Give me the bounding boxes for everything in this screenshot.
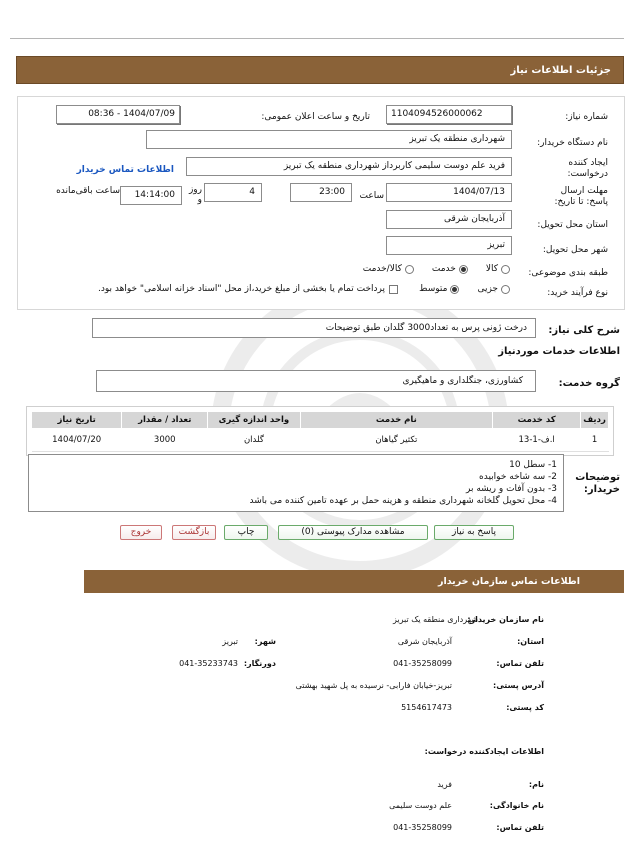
category-both-label: کالا/خدمت [362, 264, 402, 274]
service-group-label: گروه خدمت: [558, 378, 620, 389]
process-medium-radio[interactable] [450, 285, 459, 294]
back-button[interactable]: بازگشت [172, 525, 216, 540]
treasury-payment-checkbox[interactable] [389, 285, 398, 294]
col-code: کد خدمت [493, 412, 581, 429]
announce-label: تاریخ و ساعت اعلان عمومی: [261, 112, 370, 122]
process-label: نوع فرآیند خرید: [547, 288, 608, 298]
creator-name-label: نام: [528, 780, 544, 789]
creator-label: ایجاد کننده درخواست: [567, 158, 608, 179]
process-partial-label: جزیی [477, 284, 498, 294]
col-service-name: نام خدمت [300, 412, 492, 429]
contact-phone: 041-35258099 [393, 659, 452, 668]
col-row: ردیف [581, 412, 609, 429]
announce-value: 1404/07/09 - 08:36 [88, 109, 175, 119]
category-options [363, 264, 510, 274]
contact-address: تبریز-خیابان فارابی- نرسیده به پل شهید بهشتی [295, 681, 452, 690]
deadline-label: مهلت ارسال پاسخ: تا تاریخ: [554, 186, 608, 207]
exit-button[interactable]: خروج [120, 525, 162, 540]
treasury-payment [98, 284, 398, 294]
row-code: ا.ف-1-13 [493, 429, 581, 452]
print-button[interactable]: چاپ [224, 525, 268, 540]
buyer-note-line: 4- محل تحویل گلخانه شهرداری منطقه و هزینه حمل بر عهده تامین کننده می باشد [249, 496, 557, 506]
province-label: استان محل تحویل: [537, 220, 608, 230]
creator-name: فرید [437, 780, 452, 789]
contact-fax-label: دورنگار: [243, 659, 276, 668]
items-table [31, 411, 609, 452]
process-partial-radio[interactable] [501, 285, 510, 294]
days-label: روز و [188, 185, 202, 205]
reply-button[interactable]: پاسخ به نیاز [434, 525, 514, 540]
creator-info-title: اطلاعات ایجادکننده درخواست: [424, 747, 544, 756]
buyer-contact-link[interactable]: اطلاعات تماس خریدار [76, 165, 174, 175]
table-row [32, 429, 609, 452]
province-field: آذربایجان شرقی [386, 210, 512, 229]
buyer-note-line: 3- بدون آفات و ریشه بر [465, 484, 557, 494]
deadline-date-field: 1404/07/13 [386, 183, 512, 202]
days-remaining-field: 4 [204, 183, 262, 202]
items-table-header [32, 412, 609, 429]
creator-family: علم دوست سلیمی [389, 801, 452, 810]
contact-address-label: آدرس پستی: [493, 681, 544, 690]
buyer-note-line: 2- سه شاخه خوابیده [479, 472, 557, 482]
category-goods-option[interactable] [486, 264, 510, 274]
treasury-payment-text: پرداخت تمام یا بخشی از مبلغ خرید،از محل "اسناد خزانه اسلامی" خواهد بود. [97, 284, 385, 294]
creator-family-label: نام خانوادگی: [489, 801, 544, 810]
contact-postal: 5154617473 [401, 703, 452, 712]
contact-city: تبریز [222, 637, 238, 646]
creator-phone-label: تلفن تماس: [496, 823, 544, 832]
services-title: اطلاعات خدمات موردنیاز [498, 346, 620, 357]
contact-province: آذربایجان شرقی [397, 637, 452, 646]
row-unit: گلدان [208, 429, 300, 452]
deadline-time-field: 23:00 [290, 183, 352, 202]
contact-city-label: شهر: [254, 637, 276, 646]
summary-field: درخت ژونی پرس به تعداد3000 گلدان طبق توضیحات [92, 318, 536, 338]
process-medium-label: متوسط [419, 284, 448, 294]
deadline-time-label: ساعت [359, 191, 384, 201]
page-title: جزئیات اطلاعات نیاز [510, 65, 611, 76]
buyer-notes-box [28, 454, 564, 512]
need-number-label: شماره نیاز: [565, 112, 608, 122]
process-medium-option[interactable] [419, 284, 459, 294]
category-service-label: خدمت [431, 264, 456, 274]
creator-phone: 041-35258099 [393, 823, 452, 832]
category-goods-label: کالا [485, 264, 498, 274]
buyer-notes-label: توضیحات خریدار: [575, 472, 620, 495]
col-quantity: تعداد / مقدار [122, 412, 208, 429]
page-header [16, 56, 624, 84]
attachments-button[interactable]: مشاهده مدارک پیوستی (0) [278, 525, 428, 540]
category-service-option[interactable] [432, 264, 468, 274]
contact-phone-label: تلفن تماس: [496, 659, 544, 668]
buyer-org-label: نام دستگاه خریدار: [537, 138, 608, 148]
city-field: تبریز [386, 236, 512, 255]
items-table-wrap [26, 406, 614, 456]
row-need-date: 1404/07/20 [32, 429, 122, 452]
contact-org-label: نام سازمان خریدار: [467, 615, 544, 624]
city-label: شهر محل تحویل: [542, 245, 608, 255]
contact-province-label: استان: [517, 637, 544, 646]
contact-org: شهرداری منطقه یک تبریز [392, 615, 478, 624]
category-label: طبقه بندی موضوعی: [528, 268, 608, 278]
row-number: 1 [581, 429, 609, 452]
category-service-radio[interactable] [459, 265, 468, 274]
remaining-label: ساعت باقی‌مانده [56, 186, 120, 196]
row-quantity: 3000 [122, 429, 208, 452]
category-goods-radio[interactable] [501, 265, 510, 274]
contact-postal-label: کد پستی: [506, 703, 544, 712]
top-divider [10, 38, 624, 39]
creator-field: فرید علم دوست سلیمی کاربرداز شهرداری منطقه یک تبریز [186, 157, 512, 176]
process-options [419, 284, 510, 294]
buyer-org-field: شهرداری منطقه یک تبریز [146, 130, 512, 149]
service-group-field: کشاورزی، جنگلداری و ماهیگیری [96, 370, 536, 392]
contact-title: اطلاعات تماس سازمان خریدار [437, 576, 580, 587]
contact-header [84, 570, 624, 593]
category-both-radio[interactable] [405, 265, 414, 274]
time-remaining-field: 14:14:00 [120, 186, 182, 205]
buyer-note-line: 1- سطل 10 [509, 460, 557, 470]
process-partial-option[interactable] [477, 284, 510, 294]
need-number-field: 1104094526000062 [386, 105, 512, 124]
contact-fax: 041-35233743 [179, 659, 238, 668]
announce-field [56, 105, 180, 124]
summary-label: شرح کلی نیاز: [548, 325, 620, 336]
row-service-name: تکثیر گیاهان [300, 429, 492, 452]
col-need-date: تاریخ نیاز [32, 412, 122, 429]
col-unit: واحد اندازه گیری [208, 412, 300, 429]
category-both-option[interactable] [363, 264, 414, 274]
